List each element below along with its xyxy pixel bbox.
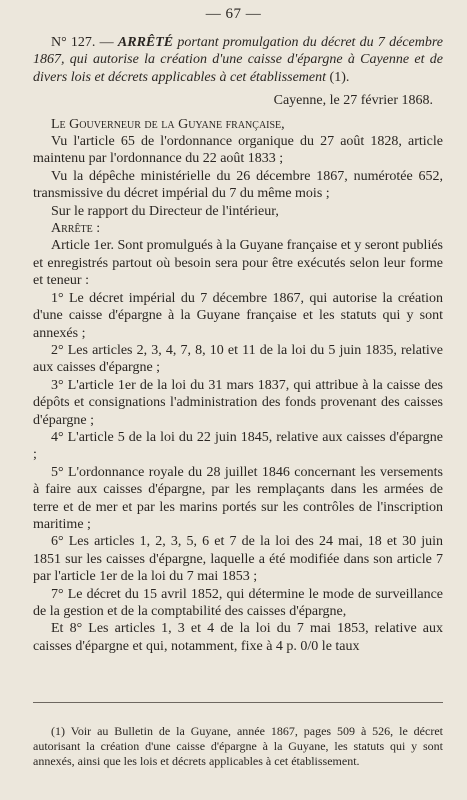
paragraph-item-4: 4° L'article 5 de la loi du 22 juin 1845, relative aux caisses d'épargne ; bbox=[33, 429, 443, 463]
act-title: ARRÊTÉ bbox=[117, 35, 174, 50]
act-heading bbox=[33, 34, 443, 86]
paragraph-article-1: Article 1er. Sont promulgués à la Guyane française et y seront publiés et enregistrés partout où besoin sera pour être exécutés selon leur forme et teneur : bbox=[33, 238, 443, 289]
footnote: (1) Voir au Bulletin de la Guyane, année 1867, pages 509 à 526, le décret autorisant la création d'une caisse d'épargne à la Guyane, les statuts qui y sont annexés, ainsi que les lois et décrets applicables à cet établissement. bbox=[33, 724, 443, 768]
act-description: portant promulgation du décret du 7 décembre 1867, qui autorise la création d'une caisse d'épargne à Cayenne et de divers lois et décrets applicables à cet établissement bbox=[33, 35, 443, 85]
paragraph-vu-depeche: Vu la dépêche ministérielle du 26 décembre 1867, numérotée 652, transmissive du décret impérial du 7 du même mois ; bbox=[33, 168, 443, 202]
paragraph-item-5: 5° L'ordonnance royale du 28 juillet 1846 concernant les versements à faire aux caisses d'épargne, par les remplaçants dans les armées de terre et de mer et par les marins portés sur les contrôles de l'inscription maritime ; bbox=[33, 464, 443, 532]
paragraph-item-1: 1° Le décret impérial du 7 décembre 1867, qui autorise la création d'une caisse d'épargne à la Guyane française et les statuts qui y sont annexés ; bbox=[33, 290, 443, 341]
heading-dash: — bbox=[95, 35, 118, 50]
paragraph-rapport: Sur le rapport du Directeur de l'intérieur, bbox=[51, 203, 279, 219]
paragraph-item-7: 7° Le décret du 15 avril 1852, qui détermine le mode de surveillance de la gestion et de la comptabilité des caisses d'épargne, bbox=[33, 586, 443, 619]
paragraph-item-6: 6° Les articles 1, 2, 3, 5, 6 et 7 de la loi des 24 mai, 18 et 30 juin 1851 sur les caisses d'épargne, laquelle a été modifiée dans son article 7 par l'article 1er de la loi du 7 mai 1853 ; bbox=[33, 534, 443, 585]
paragraph-arrete: Arrête : bbox=[51, 221, 101, 237]
paragraph-item-2: 2° Les articles 2, 3, 4, 7, 8, 10 et 11 de la loi du 5 juin 1835, relative aux caisses d'épargne ; bbox=[33, 342, 443, 376]
paragraph-governor: Le Gouverneur de la Guyane française, bbox=[51, 116, 285, 132]
paragraph-item-3: 3° L'article 1er de la loi du 31 mars 1837, qui attribue à la caisse des dépôts et consignations l'administration des fonds provenant des caisses d'épargne ; bbox=[33, 377, 443, 428]
act-number: N° 127. bbox=[51, 35, 96, 50]
document-body bbox=[33, 34, 443, 655]
paragraph-item-8: Et 8° Les articles 1, 3 et 4 de la loi du 7 mai 1853, relative aux caisses d'épargne et qui, notamment, fixe à 4 p. 0/0 le taux bbox=[33, 621, 443, 654]
paragraph-vu-ordonnance: Vu l'article 65 de l'ordonnance organique du 27 août 1828, article maintenu par l'ordonnance du 22 août 1833 ; bbox=[33, 134, 443, 167]
act-date: Cayenne, le 27 février 1868. bbox=[273, 93, 433, 109]
page-number: — 67 — bbox=[205, 6, 262, 22]
footnote-ref: (1). bbox=[326, 69, 350, 85]
footnote-divider bbox=[33, 702, 443, 703]
